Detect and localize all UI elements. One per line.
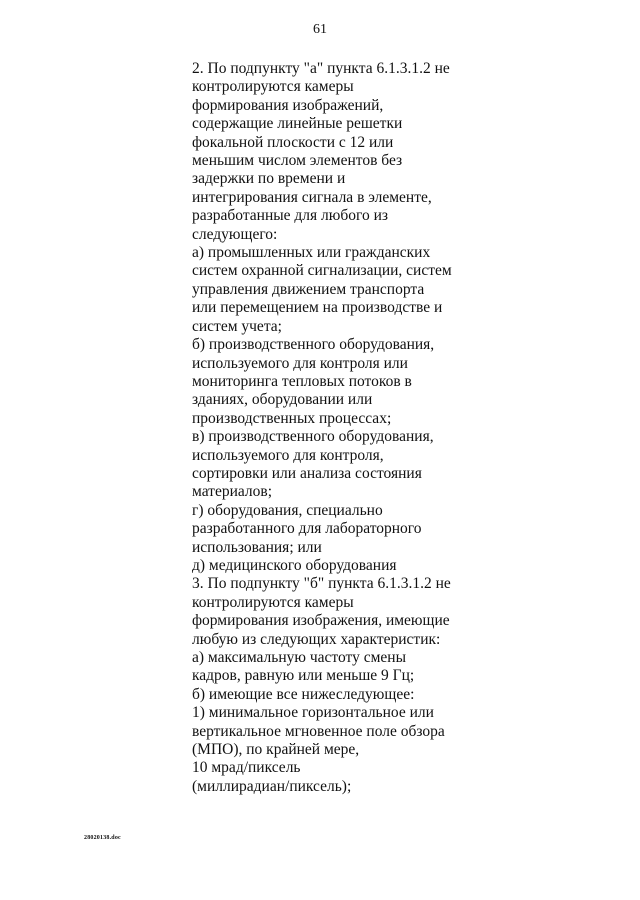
text-line: 1) минимальное горизонтальное или [192, 704, 434, 722]
page-number: 61 [313, 22, 327, 37]
text-line: или перемещением на производстве и [192, 299, 443, 317]
text-line: задержки по времени и [192, 170, 346, 188]
text-line: б) имеющие все нижеследующее: [192, 685, 415, 703]
text-line: используемого для контроля, [192, 446, 384, 464]
text-line: разработанные для любого из [192, 207, 389, 225]
text-line: разработанного для лабораторного [192, 520, 422, 538]
text-line: контролируются камеры [192, 593, 354, 611]
text-line: (МПО), по крайней мере, [192, 741, 360, 759]
text-line: г) оборудования, специально [192, 501, 383, 519]
text-line: 3. По подпункту "б" пункта 6.1.3.1.2 не [192, 575, 451, 593]
text-line: 10 мрад/пиксель [192, 759, 301, 777]
text-line: производственных процессах; [192, 409, 392, 427]
text-line: 2. По подпункту "а" пункта 6.1.3.1.2 не [192, 60, 450, 77]
text-line: систем охранной сигнализации, систем [192, 262, 452, 280]
text-line: вертикальное мгновенное поле обзора [192, 722, 445, 740]
text-line: кадров, равную или меньше 9 Гц; [192, 667, 415, 685]
text-line: мониторинга тепловых потоков в [192, 372, 412, 390]
text-line: (миллирадиан/пиксель); [192, 777, 352, 795]
text-line: в) производственного оборудования, [192, 428, 434, 446]
text-line: меньшим числом элементов без [192, 152, 403, 170]
text-line: зданиях, оборудовании или [192, 391, 373, 409]
text-line: интегрирования сигнала в элементе, [192, 188, 432, 206]
text-line: а) максимальную частоту смены [192, 649, 406, 666]
text-line: содержащие линейные решетки [192, 115, 403, 133]
text-line: сортировки или анализа состояния [192, 464, 422, 482]
text-line: д) медицинского оборудования [192, 556, 397, 574]
text-line: формирования изображений, [192, 96, 384, 114]
text-line: использования; или [192, 538, 322, 556]
text-line: формирования изображения, имеющие [192, 612, 450, 630]
text-line: материалов; [192, 483, 273, 501]
text-line: контролируются камеры [192, 78, 354, 96]
text-line: любую из следующих характеристик: [192, 630, 441, 648]
text-line: б) производственного оборудования, [192, 336, 435, 354]
text-line: следующего: [192, 225, 278, 243]
text-line: систем учета; [192, 317, 282, 335]
text-line: а) промышленных или гражданских [192, 244, 431, 262]
text-line: фокальной плоскости с 12 или [192, 133, 394, 151]
text-line: используемого для контроля или [192, 354, 408, 372]
footer-file-code: 28020138.doc [84, 835, 121, 841]
text-line: управления движением транспорта [192, 280, 425, 298]
document-body [192, 60, 492, 796]
